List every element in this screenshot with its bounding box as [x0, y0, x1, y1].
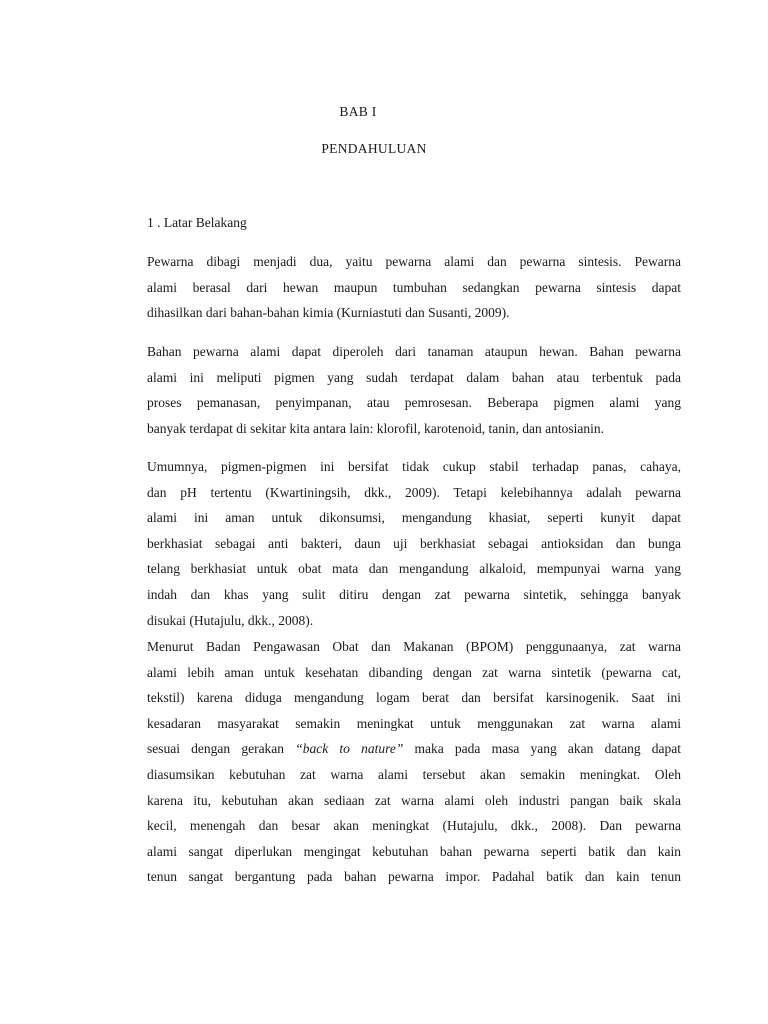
paragraph-line: alami sangat diperlukan mengingat kebutuhan bahan pewarna seperti batik dan kain	[147, 843, 681, 859]
paragraph-line: proses pemanasan, penyimpanan, atau pemrosesan. Beberapa pigmen alami yang	[147, 395, 681, 411]
line-text-before: sesuai dengan gerakan	[147, 741, 296, 757]
paragraph-line: alami lebih aman untuk kesehatan dibanding dengan zat warna sintetik (pewarna cat,	[147, 664, 681, 680]
paragraph-line: tenun sangat bergantung pada bahan pewarna impor. Padahal batik dan kain tenun	[147, 869, 681, 885]
paragraph-line-italic-phrase	[147, 736, 681, 762]
paragraph-line: kecil, menengah dan besar akan meningkat (Hutajulu, dkk., 2008). Dan pewarna	[147, 818, 681, 834]
paragraph-line: berkhasiat sebagai anti bakteri, daun uji berkhasiat sebagai antioksidan dan bunga	[147, 535, 681, 551]
paragraph-line: Pewarna dibagi menjadi dua, yaitu pewarna alami dan pewarna sintesis. Pewarna	[147, 254, 681, 269]
paragraph-line: kesadaran masyarakat semakin meningkat untuk menggunakan zat warna alami	[147, 715, 681, 731]
line-text-after: maka pada masa yang akan datang dapat	[403, 741, 681, 757]
paragraph-line: Bahan pewarna alami dapat diperoleh dari tanaman ataupun hewan. Bahan pewarna	[147, 344, 681, 359]
paragraph-1	[147, 249, 681, 326]
paragraph-line: indah dan khas yang sulit ditiru dengan zat pewarna sintetik, sehingga banyak	[147, 586, 681, 602]
section-heading: 1 . Latar Belakang	[147, 215, 247, 230]
paragraph-line: Menurut Badan Pengawasan Obat dan Makanan (BPOM) penggunaanya, zat warna	[147, 639, 681, 654]
paragraph-line: diasumsikan kebutuhan zat warna alami tersebut akan semakin meningkat. Oleh	[147, 766, 681, 782]
chapter-title: PENDAHULUAN	[321, 141, 427, 156]
italic-phrase: “back to nature”	[295, 741, 404, 757]
paragraph-line: karena itu, kebutuhan akan sediaan zat warna alami oleh industri pangan baik skala	[147, 792, 681, 808]
chapter-heading: BAB I	[339, 104, 377, 119]
paragraph-line: dan pH tertentu (Kwartiningsih, dkk., 2009). Tetapi kelebihannya adalah pewarna	[147, 484, 681, 500]
paragraph-line: Umumnya, pigmen-pigmen ini bersifat tidak cukup stabil terhadap panas, cahaya,	[147, 459, 681, 474]
paragraph-line: alami ini meliputi pigmen yang sudah terdapat dalam bahan atau terbentuk pada	[147, 369, 681, 385]
paragraph-2	[147, 339, 681, 441]
paragraph-line: banyak terdapat di sekitar kita antara lain: klorofil, karotenoid, tanin, dan antosianin.	[147, 420, 604, 436]
paragraph-line: alami ini aman untuk dikonsumsi, mengandung khasiat, seperti kunyit dapat	[147, 510, 681, 526]
paragraph-4	[147, 634, 681, 890]
paragraph-line: disukai (Hutajulu, dkk., 2008).	[147, 612, 314, 628]
paragraph-line: telang berkhasiat untuk obat mata dan mengandung alkaloid, mempunyai warna yang	[147, 561, 681, 577]
paragraph-line: alami berasal dari hewan maupun tumbuhan sedangkan pewarna sintesis dapat	[147, 279, 681, 295]
paragraph-line: tekstil) karena diduga mengandung logam berat dan bersifat karsinogenik. Saat ini	[147, 690, 681, 706]
paragraph-3	[147, 454, 681, 633]
paragraph-line: dihasilkan dari bahan-bahan kimia (Kurniastuti dan Susanti, 2009).	[147, 305, 510, 321]
